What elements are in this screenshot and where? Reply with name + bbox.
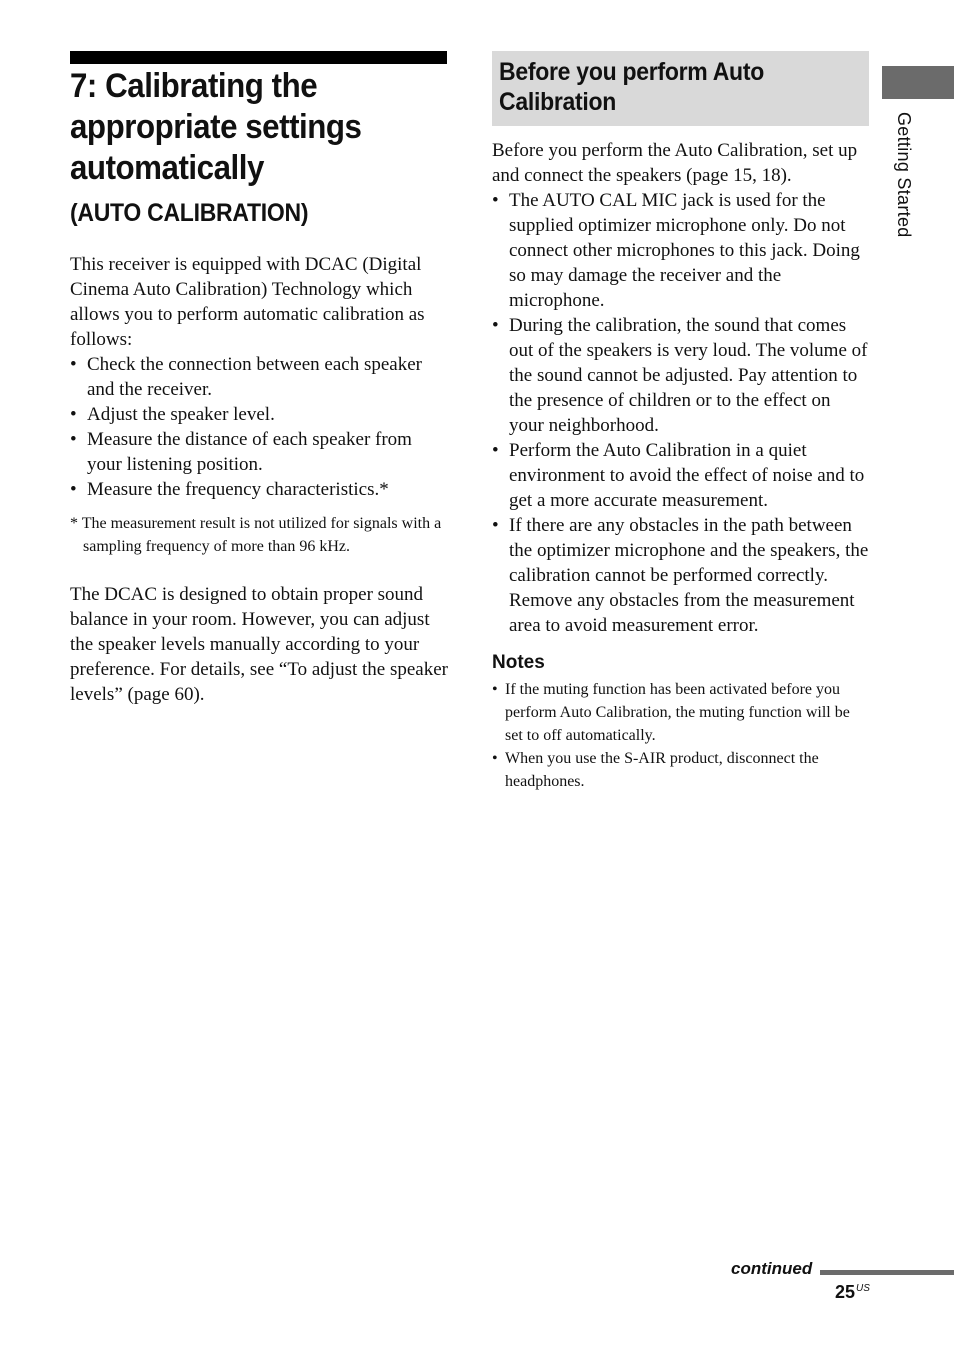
page-suffix: US bbox=[856, 1283, 870, 1294]
bullet-icon: • bbox=[492, 315, 499, 336]
list-item: • Measure the distance of each speaker from your listening position. bbox=[70, 429, 412, 475]
page-title: 7: Calibrating the appropriate settings automatically bbox=[70, 67, 362, 187]
before-column bbox=[492, 138, 870, 793]
bullet-icon: • bbox=[70, 354, 77, 375]
list-item: • During the calibration, the sound that comes out of the speakers is very loud. The volume of the sound cannot be adjusted. Pay attention to the presence of children or to the effect on your neighborhood. bbox=[492, 315, 868, 436]
list-item: • The AUTO CAL MIC jack is used for the supplied optimizer microphone only. Do not connect other microphones to this jack. Doing so may damage the receiver and the microphone. bbox=[492, 190, 860, 311]
side-tab-label: Getting Started bbox=[894, 112, 914, 238]
bullet-icon: • bbox=[492, 440, 499, 461]
before-bullet-list bbox=[492, 188, 870, 638]
before-paragraph: Before you perform the Auto Calibration, set up and connect the speakers (page 15, 18). bbox=[492, 140, 858, 186]
title-rule bbox=[70, 51, 447, 64]
bullet-icon: • bbox=[492, 750, 498, 767]
bullet-icon: • bbox=[492, 681, 498, 698]
bullet-icon: • bbox=[70, 404, 77, 425]
side-tab-marker bbox=[882, 66, 954, 99]
page-number: $25^{US}$ bbox=[835, 1282, 870, 1302]
intro-column bbox=[70, 252, 448, 707]
bullet-icon: • bbox=[70, 479, 77, 500]
footnote: * The measurement result is not utilized for signals with a sampling frequency of more than 96 kHz. bbox=[70, 515, 442, 555]
bullet-icon: • bbox=[492, 190, 499, 211]
list-item: • Perform the Auto Calibration in a quiet environment to avoid the effect of noise and to get a more accurate measurement. bbox=[492, 440, 865, 511]
section-heading: Before you perform Auto Calibration bbox=[492, 51, 869, 126]
bullet-icon: • bbox=[492, 515, 499, 536]
notes-list bbox=[492, 678, 870, 793]
list-item: • Adjust the speaker level. bbox=[70, 404, 275, 425]
list-item: • If there are any obstacles in the path between the optimizer microphone and the speakers, the calibration cannot be performed correctly. Remove any obstacles from the measurement area to avoid measurement error. bbox=[492, 515, 869, 636]
intro-paragraph: This receiver is equipped with DCAC (Digital Cinema Auto Calibration) Technology which allows you to perform automatic calibration as follows: bbox=[70, 254, 425, 350]
intro-bullet-list bbox=[70, 352, 448, 502]
continued-label: continued bbox=[731, 1259, 813, 1278]
notes-heading: Notes bbox=[492, 652, 545, 673]
bullet-icon: • bbox=[70, 429, 77, 450]
closing-paragraph: The DCAC is designed to obtain proper sound balance in your room. However, you can adjust the speaker levels manually according to your preference. For details, see “To adjust the speaker levels” (page 60). bbox=[70, 584, 448, 705]
continued-bar bbox=[820, 1270, 954, 1275]
list-item: • Measure the frequency characteristics.* bbox=[70, 479, 389, 500]
list-item: • When you use the S-AIR product, disconnect the headphones. bbox=[492, 747, 870, 793]
page-subtitle: (AUTO CALIBRATION) bbox=[70, 199, 309, 227]
list-item: • Check the connection between each speaker and the receiver. bbox=[70, 354, 422, 400]
list-item: • If the muting function has been activated before you perform Auto Calibration, the muting function will be set to off automatically. bbox=[492, 678, 870, 747]
